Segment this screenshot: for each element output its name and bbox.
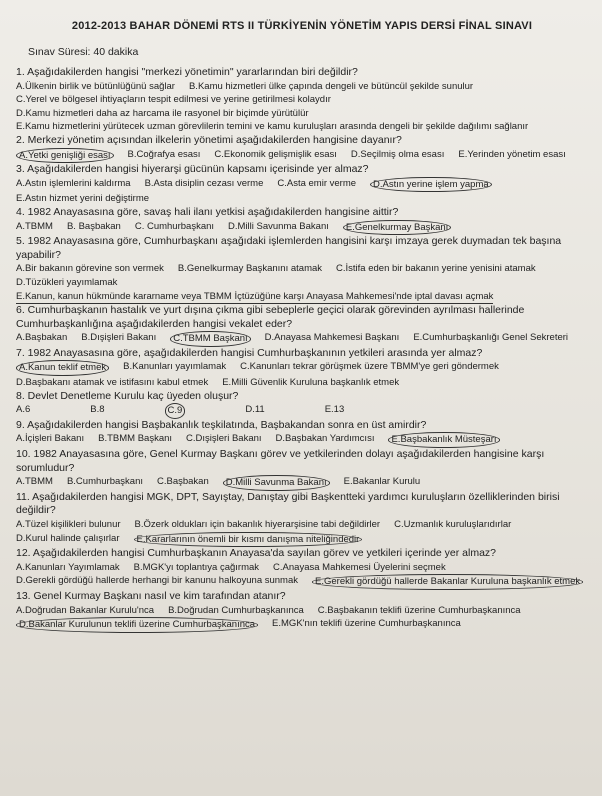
question-text: 7. 1982 Anayasasına göre, aşağıdakilerden hangisi Cumhurbaşkanının yetkileri arasında yer almaz? (16, 346, 483, 359)
option-c: C.Yerel ve bölgesel ihtiyaçların tespit edilmesi ve yerine getirilmesi kolaydır (16, 94, 331, 106)
option-d: D.Başbakan Yardımcısı (275, 433, 375, 445)
option-e: E.13 (324, 404, 345, 416)
question-text: 12. Aşağıdakilerden hangisi Cumhurbaşkanın Anayasa'da sayılan görev ve yetkileri içerinde yer almaz? (16, 547, 497, 560)
option-b: B.Özerk oldukları için bakanlık hiyerarşisine tabi değildirler (134, 519, 381, 530)
option-c: C.Kanunları tekrar görüşmek üzere TBMM'ye geri göndermek (240, 361, 499, 373)
question-12 (16, 547, 588, 590)
option-a: A.TBMM (16, 220, 53, 232)
option-a: A.Başbakan (16, 332, 68, 344)
question-text: 2. Merkezi yönetim açısından ilkelerin yönetimi aşağıdakilerden hangisine dayanır? (16, 133, 402, 146)
question-text: 11. Aşağıdakilerden hangisi MGK, DPT, Sayıştay, Danıştay gibi Başkentteki yardımcı kuruluşların özelliklerinden birisi değildir? (16, 490, 560, 517)
option-b: B. Başbakan (66, 220, 121, 232)
exam-title: 2012-2013 BAHAR DÖNEMİ RTS II TÜRKİYENİN YÖNETİM YAPIS DERSİ FİNAL SINAVI (71, 20, 533, 32)
option-e: E.Kararlarının önemli bir kısmı danışma niteliğindedir (134, 532, 363, 548)
option-d: D.Başbakanı atamak ve istifasını kabul etmek (16, 377, 209, 389)
option-d: D.Kurul halinde çalışırlar (16, 532, 120, 544)
option-c: C.Dışişleri Bakanı (186, 433, 262, 445)
option-a: A.Tüzel kişilikleri bulunur (16, 519, 121, 530)
question-9 (16, 419, 588, 448)
option-e: E.Başbakanlık Müsteşarı (388, 432, 499, 448)
option-b: B.8 (90, 404, 105, 416)
option-e: E.Kamu hizmetlerini yürütecek uzman görevlilerin temini ve kamu kuruluşları arasında dengeli bir şekilde dağılımı sağlanır (16, 121, 529, 133)
question-7 (16, 347, 588, 390)
option-d: D.Gerekli gördüğü hallerde herhangi bir kanunu halkoyuna sunmak (16, 575, 299, 587)
option-a: A.TBMM (16, 476, 53, 488)
option-b: B.Kamu hizmetleri ülke çapında dengeli ve bütüncül şekilde sunulur (188, 80, 474, 92)
question-text: 13. Genel Kurmay Başkanı nasıl ve kim tarafından atanır? (16, 589, 286, 602)
question-10 (16, 448, 588, 491)
option-c: C.İstifa eden bir bakanın yerine yenisini atamak (336, 263, 536, 275)
question-3 (16, 163, 588, 206)
option-d: D.Anayasa Mahkemesi Başkanı (264, 332, 400, 344)
option-e: E.Genelkurmay Başkanı (343, 220, 451, 236)
option-b: B.Cumhurbaşkanı (66, 476, 143, 488)
exam-duration: Sınav Süresi: 40 dakika (28, 46, 139, 58)
option-d: D.Milli Savunma Bakanı (223, 475, 330, 491)
question-text: 4. 1982 Anayasasına göre, savaş hali ilanı yetkisi aşağıdakilerden hangisine aittir? (16, 205, 399, 218)
option-e: E.Kanun, kanun hükmünde kararname veya TBMM İçtüzüğüne karşı Anayasa Mahkemesi'nde iptal davası açmak (16, 290, 493, 305)
question-8 (16, 390, 588, 419)
option-b: B.Coğrafya esası (127, 148, 201, 160)
question-text: 3. Aşağıdakilerden hangisi hiyerarşi gücünün kapsamı içerisinde yer almaz? (16, 163, 369, 176)
option-a: A.Ülkenin birlik ve bütünlüğünü sağlar (16, 80, 175, 92)
option-e: E.Gerekli gördüğü hallerde Bakanlar Kuruluna başkanlık etmek (312, 574, 583, 590)
option-a: A.Kanun teklif etmek (16, 360, 109, 376)
option-b: B.TBMM Başkanı (98, 433, 173, 445)
option-a: A.Doğrudan Bakanlar Kurulu'nca (16, 604, 155, 616)
option-b: B.Genelkurmay Başkanını atamak (177, 263, 323, 275)
question-6 (16, 304, 588, 347)
option-e: E.Cumhurbaşkanlığı Genel Sekreteri (413, 332, 569, 344)
option-d: D.Milli Savunma Bakanı (228, 220, 329, 232)
option-c: C.Başbakanın teklifi üzerine Cumhurbaşkanınca (317, 604, 521, 616)
option-e: E.MGK'nın teklifi üzerine Cumhurbaşkanınca (272, 618, 461, 630)
option-d: D.Seçilmiş olma esası (350, 148, 445, 160)
option-e: E.Astın hizmet yerini değiştirme (16, 193, 150, 205)
option-c: C.Uzmanlık kuruluşlarıdırlar (394, 519, 512, 530)
option-b: B.MGK'yı toplantıya çağırmak (133, 561, 260, 573)
option-b: B.Kanunları yayımlamak (123, 361, 227, 373)
question-text: 9. Aşağıdakilerden hangisi Başbakanlık teşkilatında, Başbakandan sonra en üst amirdir? (16, 418, 427, 431)
option-c: C.Başbakan (157, 476, 209, 488)
question-5 (16, 235, 588, 304)
option-d: D.Tüzükleri yayımlamak (16, 276, 118, 288)
question-text: 1. Aşağıdakilerden hangisi "merkezi yönetimin" yararlarından biri değildir? (16, 66, 358, 78)
option-c: C.Anayasa Mahkemesi Üyelerini seçmek (273, 561, 446, 573)
option-d: D.Kamu hizmetleri daha az harcama ile rasyonel bir biçimde yürütülür (16, 107, 309, 119)
option-d: D.11 (245, 404, 265, 416)
question-1 (16, 66, 588, 134)
option-c: C.Ekonomik gelişmişlik esası (214, 148, 337, 160)
option-c: C. Cumhurbaşkanı (134, 220, 215, 232)
question-text: 10. 1982 Anayasasına göre, Genel Kurmay Başkanı görev ve yetkilerinden dolayı aşağıdakilerden hangisine karşı sorumludur? (16, 448, 545, 474)
option-c: C.TBMM Başkanı (170, 331, 250, 347)
question-text: 5. 1982 Anayasasına göre, Cumhurbaşkanı aşağıdaki işlemlerden hangisini karşı imzaya gerek duymadan tek başına yapabilir? (16, 235, 562, 261)
option-c: C.9 (165, 403, 186, 419)
option-b: B.Asta disiplin cezası verme (144, 177, 264, 189)
question-13 (16, 590, 588, 633)
option-e: E.Milli Güvenlik Kuruluna başkanlık etmek (222, 377, 400, 389)
question-11 (16, 491, 588, 547)
option-a: A.İçişleri Bakanı (16, 433, 85, 445)
option-e: E.Bakanlar Kurulu (343, 476, 421, 488)
question-text: 6. Cumhurbaşkanın hastalık ve yurt dışına çıkma gibi sebeplerle geçici olarak görevinden ayrılması hallerinde Cumhurbaşkanlığına aşağıdakilerden hangisi vekalet eder? (16, 304, 525, 330)
option-b: B.Doğrudan Cumhurbaşkanınca (168, 604, 304, 616)
option-a: A.6 (16, 404, 31, 416)
option-d: D.Astın yerine işlem yapma (370, 177, 492, 193)
option-a: A.Kanunları Yayımlamak (16, 561, 120, 573)
option-a: A.Yetki genişliği esası (16, 148, 114, 164)
option-d: D.Bakanlar Kurulunun teklifi üzerine Cumhurbaşkanınca (16, 617, 258, 633)
option-b: B.Dışişleri Bakanı (81, 332, 157, 344)
question-4 (16, 206, 588, 235)
question-text: 8. Devlet Denetleme Kurulu kaç üyeden oluşur? (16, 389, 239, 402)
option-a: A.Bir bakanın görevine son vermek (16, 263, 164, 275)
question-2 (16, 134, 588, 163)
option-e: E.Yerinden yönetim esası (458, 148, 566, 160)
option-c: C.Asta emir verme (277, 177, 357, 189)
option-a: A.Astın işlemlerini kaldırma (16, 177, 131, 189)
